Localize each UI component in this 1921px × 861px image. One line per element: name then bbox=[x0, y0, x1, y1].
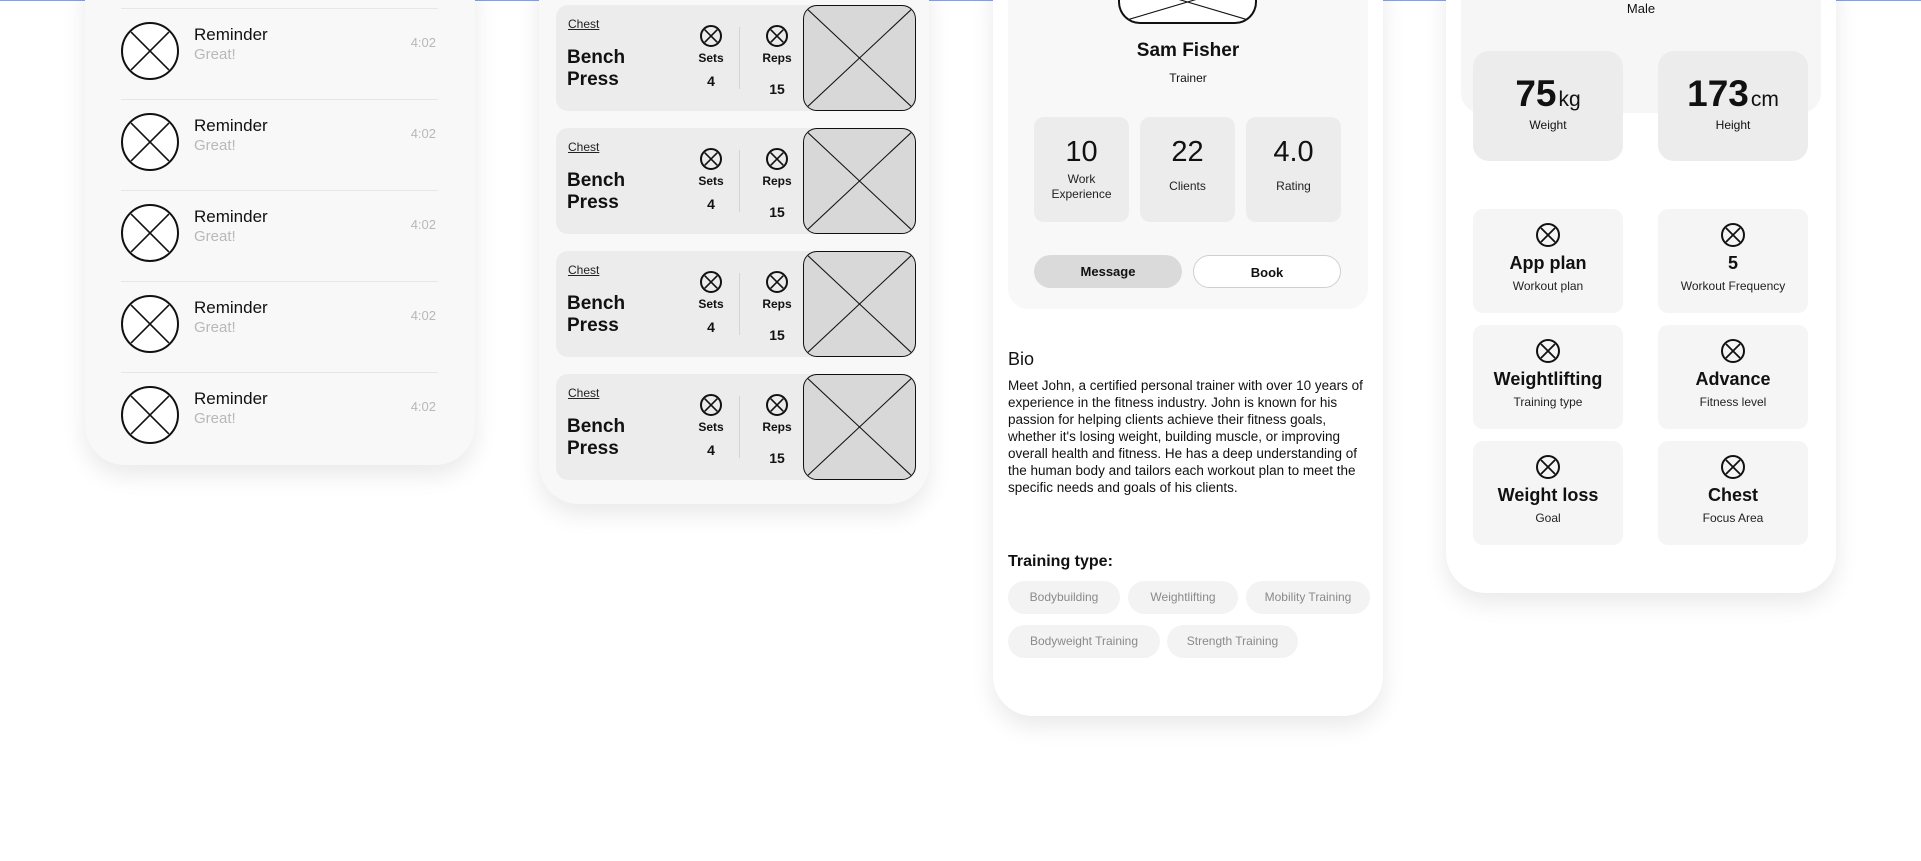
sets-column bbox=[686, 25, 736, 89]
tile-workout-frequency[interactable] bbox=[1658, 209, 1808, 313]
gender-value: Male bbox=[1626, 1, 1656, 16]
reminder-time: 4:02 bbox=[410, 308, 436, 323]
reminder-time: 4:02 bbox=[410, 126, 436, 141]
stat-value: 4.0 bbox=[1273, 136, 1314, 168]
exercise-image-placeholder bbox=[803, 128, 916, 234]
exercise-category-link[interactable]: Chest bbox=[568, 263, 600, 277]
image-placeholder-icon bbox=[121, 295, 179, 353]
goal-icon bbox=[1536, 455, 1560, 479]
reminder-time: 4:02 bbox=[410, 35, 436, 50]
exercise-card[interactable] bbox=[556, 374, 916, 480]
reminder-list bbox=[121, 8, 438, 463]
reminder-time: 4:02 bbox=[410, 399, 436, 414]
sets-label: Sets bbox=[698, 174, 724, 188]
height-label: Height bbox=[1715, 118, 1751, 132]
column-divider bbox=[739, 150, 740, 212]
member-profile-panel bbox=[1446, 0, 1836, 593]
sets-label: Sets bbox=[698, 420, 724, 434]
chip-bodybuilding[interactable]: Bodybuilding bbox=[1008, 581, 1120, 614]
sets-column bbox=[686, 271, 736, 335]
column-divider bbox=[739, 27, 740, 89]
tile-fitness-level[interactable] bbox=[1658, 325, 1808, 429]
exercise-card[interactable] bbox=[556, 128, 916, 234]
exercise-name: Bench Press bbox=[567, 47, 626, 90]
message-button[interactable]: Message bbox=[1034, 255, 1182, 288]
workout-frequency-icon bbox=[1721, 223, 1745, 247]
weight-label: Weight bbox=[1529, 118, 1567, 132]
stat-label: Work Experience bbox=[1051, 172, 1112, 201]
sets-column bbox=[686, 148, 736, 212]
image-placeholder-icon bbox=[121, 386, 179, 444]
workout-panel bbox=[539, 0, 929, 504]
exercise-image-placeholder bbox=[803, 251, 916, 357]
chip-weightlifting[interactable]: Weightlifting bbox=[1128, 581, 1238, 614]
tile-label: Focus Area bbox=[1702, 511, 1764, 525]
reminders-panel bbox=[85, 0, 475, 465]
stat-work-experience bbox=[1034, 117, 1129, 222]
reps-column bbox=[752, 25, 802, 97]
workout-plan-icon bbox=[1536, 223, 1560, 247]
sets-icon bbox=[700, 271, 722, 293]
exercise-name: Bench Press bbox=[567, 170, 626, 213]
sets-column bbox=[686, 394, 736, 458]
exercise-image-placeholder bbox=[803, 5, 916, 111]
list-item[interactable] bbox=[121, 8, 438, 99]
reps-icon bbox=[766, 271, 788, 293]
reps-value: 15 bbox=[769, 204, 785, 220]
tile-label: Workout plan bbox=[1512, 279, 1584, 293]
chip-bodyweight-training[interactable]: Bodyweight Training bbox=[1008, 625, 1160, 658]
reps-value: 15 bbox=[769, 450, 785, 466]
list-item[interactable] bbox=[121, 281, 438, 372]
chip-strength-training[interactable]: Strength Training bbox=[1167, 625, 1298, 658]
sets-label: Sets bbox=[698, 51, 724, 65]
tile-goal[interactable] bbox=[1473, 441, 1623, 545]
weight-value: 75 bbox=[1515, 73, 1557, 114]
tile-focus-area[interactable] bbox=[1658, 441, 1808, 545]
weight-card bbox=[1473, 51, 1623, 161]
tile-training-type[interactable] bbox=[1473, 325, 1623, 429]
height-value: 173 bbox=[1687, 73, 1749, 114]
height-value-row bbox=[1658, 73, 1808, 115]
bio-heading: Bio bbox=[1008, 349, 1035, 369]
reps-label: Reps bbox=[762, 420, 792, 434]
reps-label: Reps bbox=[762, 297, 792, 311]
exercise-image-placeholder bbox=[803, 374, 916, 480]
sets-value: 4 bbox=[707, 319, 715, 335]
trainer-avatar bbox=[1118, 0, 1257, 24]
trainer-role: Trainer bbox=[1169, 71, 1207, 85]
focus-area-icon bbox=[1721, 455, 1745, 479]
reps-label: Reps bbox=[762, 51, 792, 65]
reminder-title: Reminder bbox=[194, 116, 268, 135]
reps-column bbox=[752, 148, 802, 220]
tile-value: Weight loss bbox=[1497, 485, 1599, 505]
exercise-card[interactable] bbox=[556, 5, 916, 111]
image-placeholder-icon bbox=[121, 204, 179, 262]
list-item[interactable] bbox=[121, 99, 438, 190]
tile-label: Training type bbox=[1513, 395, 1583, 409]
trainer-profile-panel bbox=[993, 0, 1383, 716]
stat-label: Clients bbox=[1169, 179, 1206, 193]
trainer-name: Sam Fisher bbox=[1136, 40, 1240, 61]
reps-icon bbox=[766, 148, 788, 170]
tile-value: 5 bbox=[1727, 253, 1738, 273]
list-item[interactable] bbox=[121, 372, 438, 463]
training-type-heading: Training type: bbox=[1008, 553, 1113, 570]
chip-mobility-training[interactable]: Mobility Training bbox=[1246, 581, 1370, 614]
reps-column bbox=[752, 271, 802, 343]
reminder-title: Reminder bbox=[194, 298, 268, 317]
reminder-subtitle: Great! bbox=[194, 410, 236, 427]
sets-value: 4 bbox=[707, 442, 715, 458]
training-type-icon bbox=[1536, 339, 1560, 363]
exercise-card[interactable] bbox=[556, 251, 916, 357]
sets-icon bbox=[700, 25, 722, 47]
list-item[interactable] bbox=[121, 190, 438, 281]
trainer-header-card bbox=[1008, 0, 1368, 309]
reminder-title: Reminder bbox=[194, 389, 268, 408]
reminder-subtitle: Great! bbox=[194, 46, 236, 63]
image-placeholder-icon bbox=[121, 22, 179, 80]
reminder-title: Reminder bbox=[194, 25, 268, 44]
reminder-title: Reminder bbox=[194, 207, 268, 226]
reps-icon bbox=[766, 394, 788, 416]
tile-label: Fitness level bbox=[1699, 395, 1767, 409]
reminder-time: 4:02 bbox=[410, 217, 436, 232]
stat-rating bbox=[1246, 117, 1341, 222]
exercise-category-link[interactable]: Chest bbox=[568, 17, 600, 31]
book-button[interactable]: Book bbox=[1193, 255, 1341, 288]
column-divider bbox=[739, 273, 740, 335]
sets-label: Sets bbox=[698, 297, 724, 311]
fitness-level-icon bbox=[1721, 339, 1745, 363]
reps-icon bbox=[766, 25, 788, 47]
bio-text: Meet John, a certified personal trainer with over 10 years of experience in the fitness industry. John is known for his passion for helping clients achieve their fitness goals, whether it's losing weight, building muscle, or improving overall health and fitness. He has a deep understanding of the human body and tailors each workout plan to meet the specific needs and goals of his clients. bbox=[1008, 378, 1363, 495]
weight-unit: kg bbox=[1558, 88, 1581, 111]
exercise-category-link[interactable]: Chest bbox=[568, 140, 600, 154]
stat-clients bbox=[1140, 117, 1235, 222]
stat-value: 10 bbox=[1065, 136, 1098, 168]
stat-label: Rating bbox=[1276, 179, 1311, 193]
tile-workout-plan[interactable] bbox=[1473, 209, 1623, 313]
sets-icon bbox=[700, 394, 722, 416]
tile-label: Workout Frequency bbox=[1680, 279, 1786, 293]
reps-value: 15 bbox=[769, 81, 785, 97]
image-placeholder-icon bbox=[121, 113, 179, 171]
tile-value: Advance bbox=[1695, 369, 1771, 389]
height-unit: cm bbox=[1750, 88, 1779, 111]
reminder-subtitle: Great! bbox=[194, 228, 236, 245]
sets-value: 4 bbox=[707, 196, 715, 212]
reminder-subtitle: Great! bbox=[194, 137, 236, 154]
weight-value-row bbox=[1473, 73, 1623, 115]
reps-label: Reps bbox=[762, 174, 792, 188]
reps-column bbox=[752, 394, 802, 466]
exercise-name: Bench Press bbox=[567, 416, 626, 459]
exercise-category-link[interactable]: Chest bbox=[568, 386, 600, 400]
stat-value: 22 bbox=[1171, 136, 1204, 168]
reps-value: 15 bbox=[769, 327, 785, 343]
reminder-subtitle: Great! bbox=[194, 319, 236, 336]
tile-label: Goal bbox=[1535, 511, 1561, 525]
tile-value: App plan bbox=[1509, 253, 1587, 273]
exercise-name: Bench Press bbox=[567, 293, 626, 336]
sets-value: 4 bbox=[707, 73, 715, 89]
column-divider bbox=[739, 396, 740, 458]
height-card bbox=[1658, 51, 1808, 161]
sets-icon bbox=[700, 148, 722, 170]
tile-value: Chest bbox=[1707, 485, 1758, 505]
tile-value: Weightlifting bbox=[1493, 369, 1603, 389]
